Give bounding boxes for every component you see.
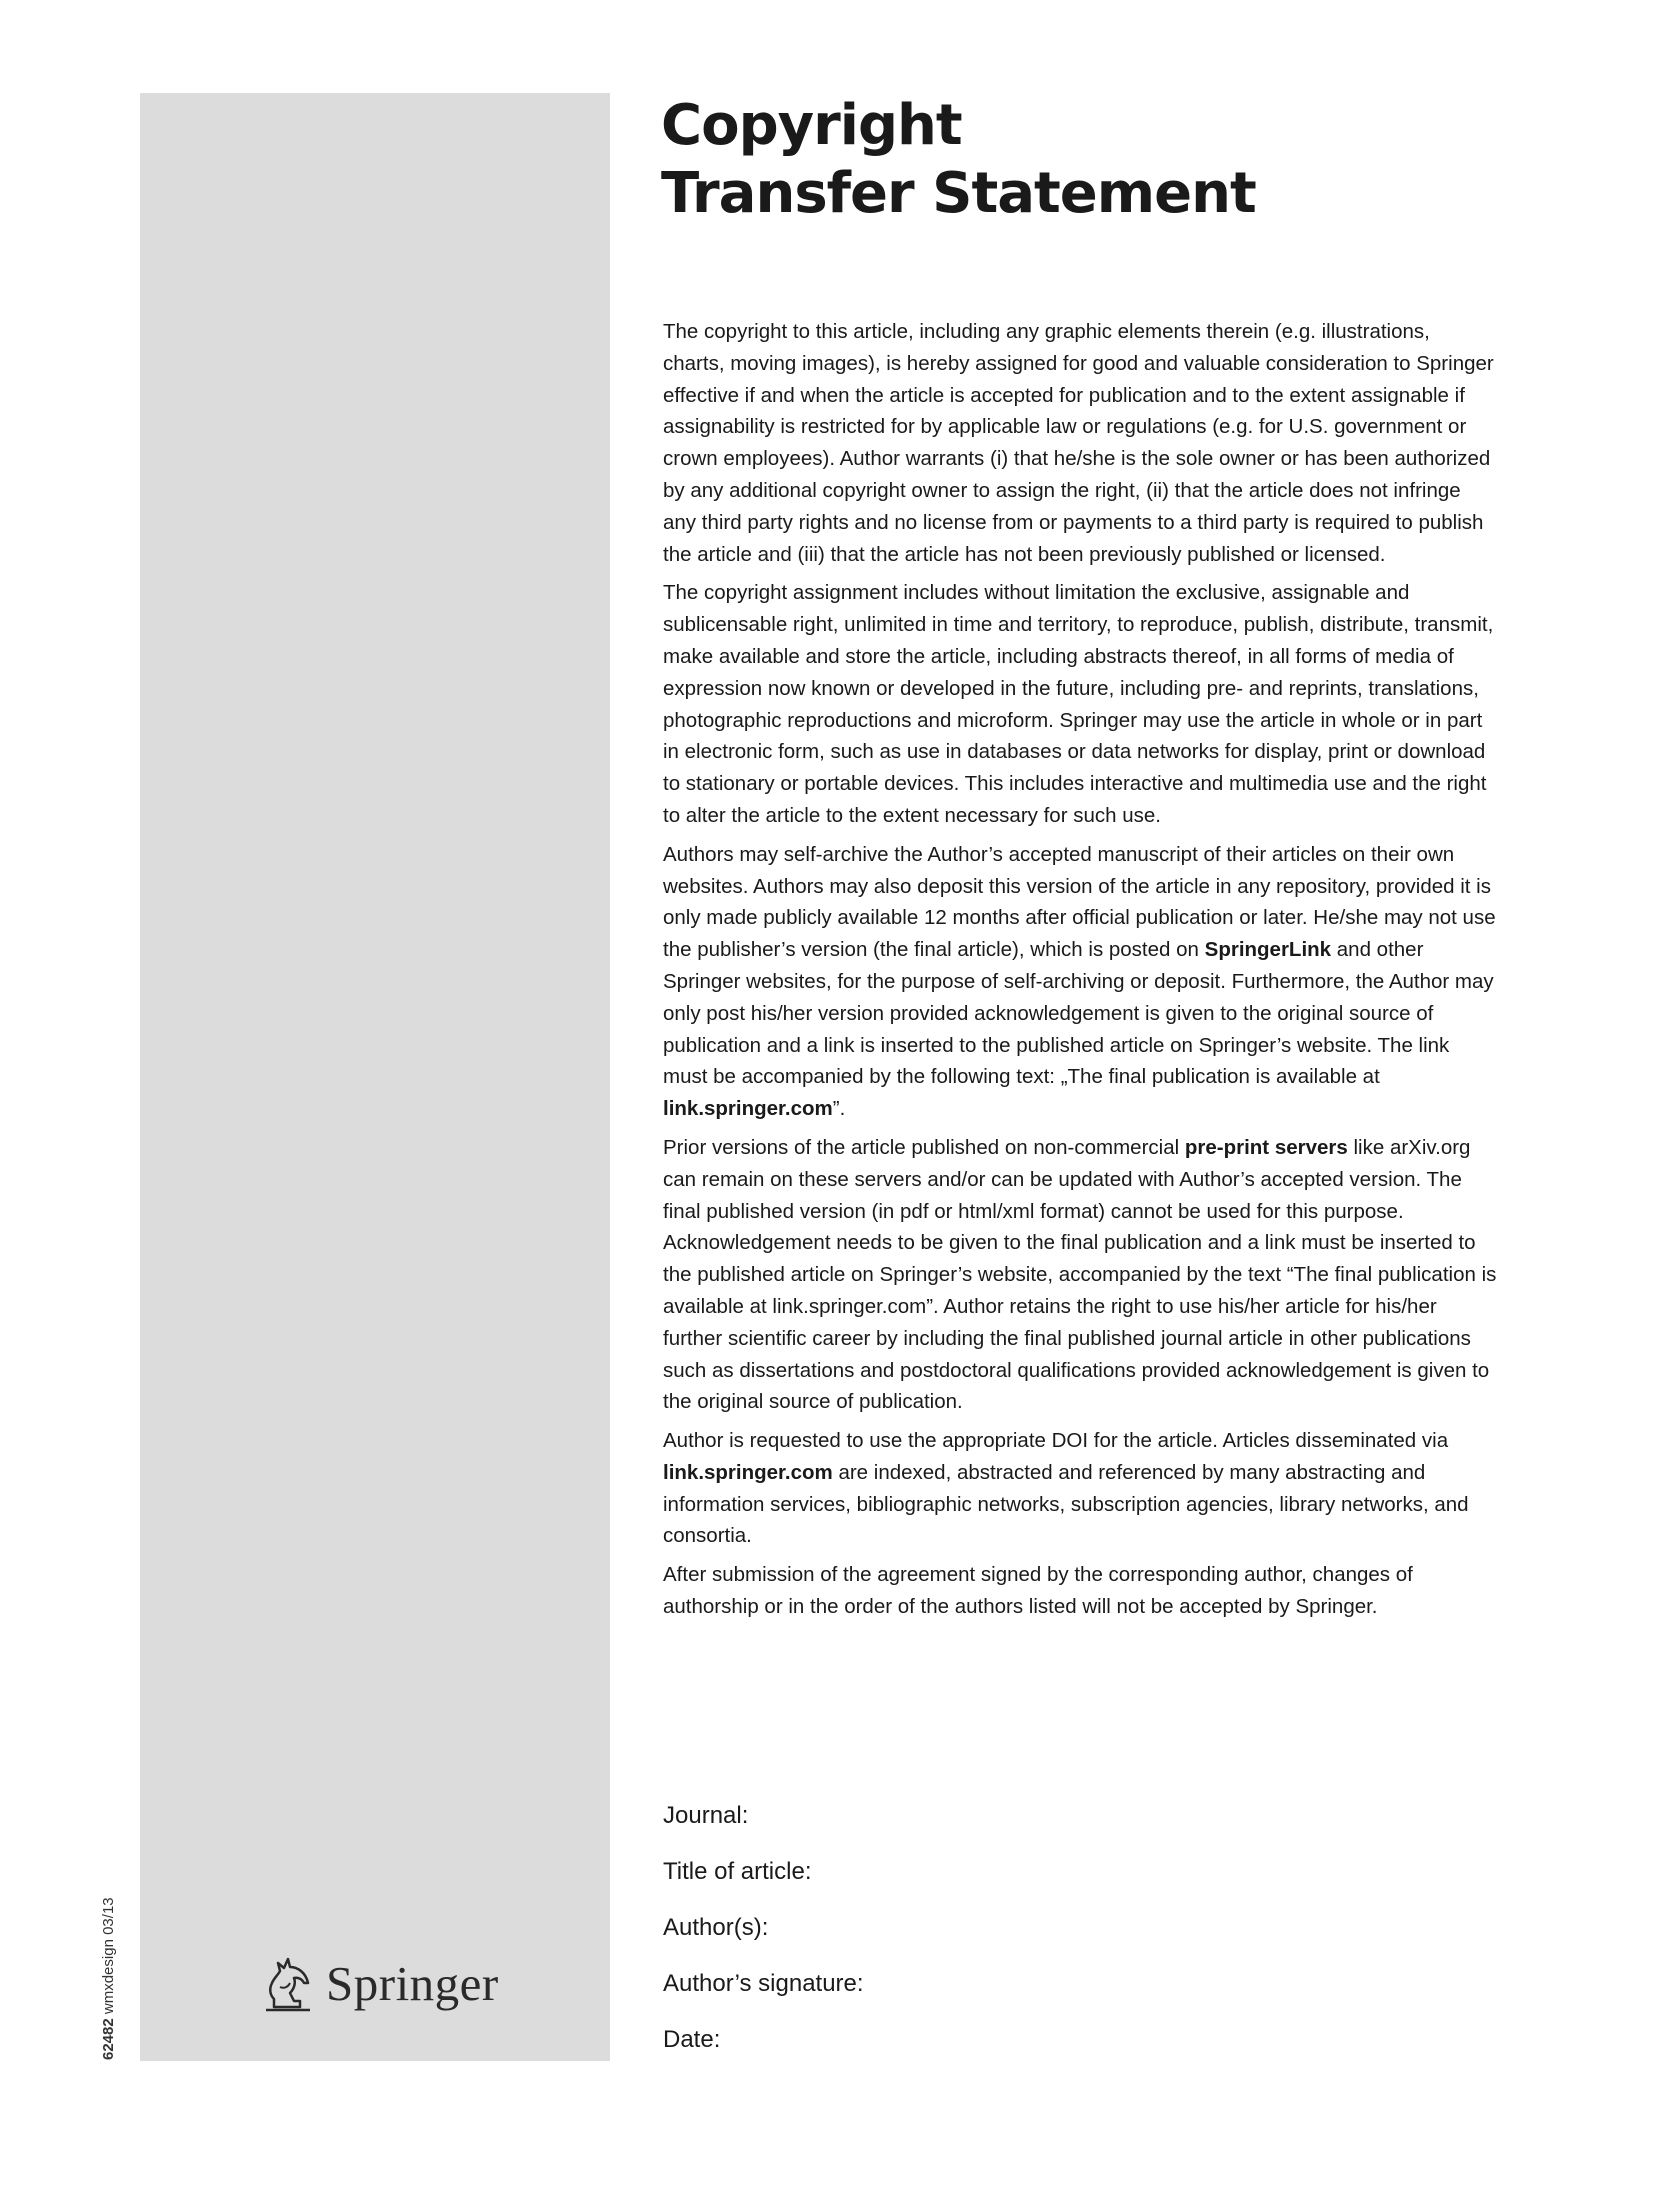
paragraph-3-text-b: and other Springer websites, for the purpose of self-archiving or deposit. Furthermore, the Author may only post his/her version provided acknowledgement is given to the original source of publication and a link is inserted to the published article on Springer’s website. The link must be accompanied by the following text: „The final publication is available at [663, 938, 1494, 1089]
springer-logo [260, 1953, 499, 2013]
link-springer-term-2: link.springer.com [663, 1460, 833, 1484]
paragraph-4 [663, 1132, 1497, 1418]
statement-body [663, 316, 1497, 1630]
paragraph-6: After submission of the agreement signed by the corresponding author, changes of authorship or in the order of the authors listed will not be accepted by Springer. [663, 1563, 1413, 1619]
title-line-1: Copyright [661, 93, 962, 158]
print-code-text: wmxdesign 03/13 [100, 1897, 117, 2015]
springer-horse-icon [260, 1953, 316, 2013]
paragraph-3-text-c: ”. [832, 1097, 846, 1121]
title-of-article-field-label: Title of article: [663, 1858, 812, 1885]
paragraph-4-text-a: Prior versions of the article published on non-commercial [663, 1135, 1185, 1159]
paragraph-5-text-b: are indexed, abstracted and referenced by many abstracting and information services, bibliographic networks, subscription agencies, library networks, and consortia. [663, 1460, 1469, 1548]
springerlink-term: SpringerLink [1204, 938, 1332, 962]
link-springer-term: link.springer.com [663, 1097, 833, 1121]
print-code [100, 1897, 117, 2060]
date-field-label: Date: [663, 2026, 721, 2053]
print-code-number: 62482 [100, 2018, 117, 2060]
paragraph-3 [663, 839, 1497, 1125]
authors-field-label: Author(s): [663, 1914, 769, 1941]
paragraph-2: The copyright assignment includes without limitation the exclusive, assignable and sublicensable right, unlimited in time and territory, to reproduce, publish, distribute, transmit, make available and store the article, including abstracts thereof, in all forms of media of expression now known or developed in the future, including pre- and reprints, translations, photographic reproductions and microform. Springer may use the article in whole or in part in electronic form, such as use in databases or data networks for display, print or download to stationary or portable devices. This includes interactive and multimedia use and the right to alter the article to the extent necessary for such use. [663, 581, 1494, 827]
pre-print-servers-term: pre-print servers [1184, 1135, 1348, 1159]
springer-wordmark: Springer [326, 1955, 499, 2011]
paragraph-3-text-a: Authors may self-archive the Author’s accepted manuscript of their articles on their own websites. Authors may also deposit this version of the article in any repository, provided it is only made publicly available 12 months after official publication or later. He/she may not use the publisher’s version (the final article), which is posted on [663, 842, 1496, 962]
paragraph-5-text-a: Author is requested to use the appropriate DOI for the article. Articles disseminated via [663, 1429, 1449, 1453]
title-line-2: Transfer Statement [661, 161, 1256, 226]
journal-field-label: Journal: [663, 1802, 749, 1829]
signature-fields [663, 1800, 1483, 2080]
signature-field-label: Author’s signature: [663, 1970, 864, 1997]
paragraph-1: The copyright to this article, including any graphic elements therein (e.g. illustrations, charts, moving images), is hereby assigned for good and valuable consideration to Springer effective if and when the article is accepted for publication and to the extent assignable if assignability is restricted for by applicable law or regulations (e.g. for U.S. government or crown employees). Author warrants (i) that he/she is the sole owner or has been authorized by any additional copyright owner to assign the right, (ii) that the article does not infringe any third party rights and no license from or payments to a third party is required to publish the article and (iii) that the article has not been previously published or licensed. [663, 320, 1494, 566]
page-title [661, 92, 1256, 228]
paragraph-4-text-b: like arXiv.org can remain on these servers and/or can be updated with Author’s accepted version. The final published version (in pdf or html/xml format) cannot be used for this purpose. Acknowledgement needs to be given to the final publication and a link must be inserted to the published article on Springer’s website, accompanied by the text “The final publication is available at link.springer.com”. Author retains the right to use his/her article for his/her further scientific career by including the final published journal article in other publications such as dissertations and postdoctoral qualifications provided acknowledgement is given to the original source of publication. [663, 1135, 1497, 1414]
grey-sidebar [140, 93, 610, 2061]
paragraph-5 [663, 1425, 1497, 1552]
